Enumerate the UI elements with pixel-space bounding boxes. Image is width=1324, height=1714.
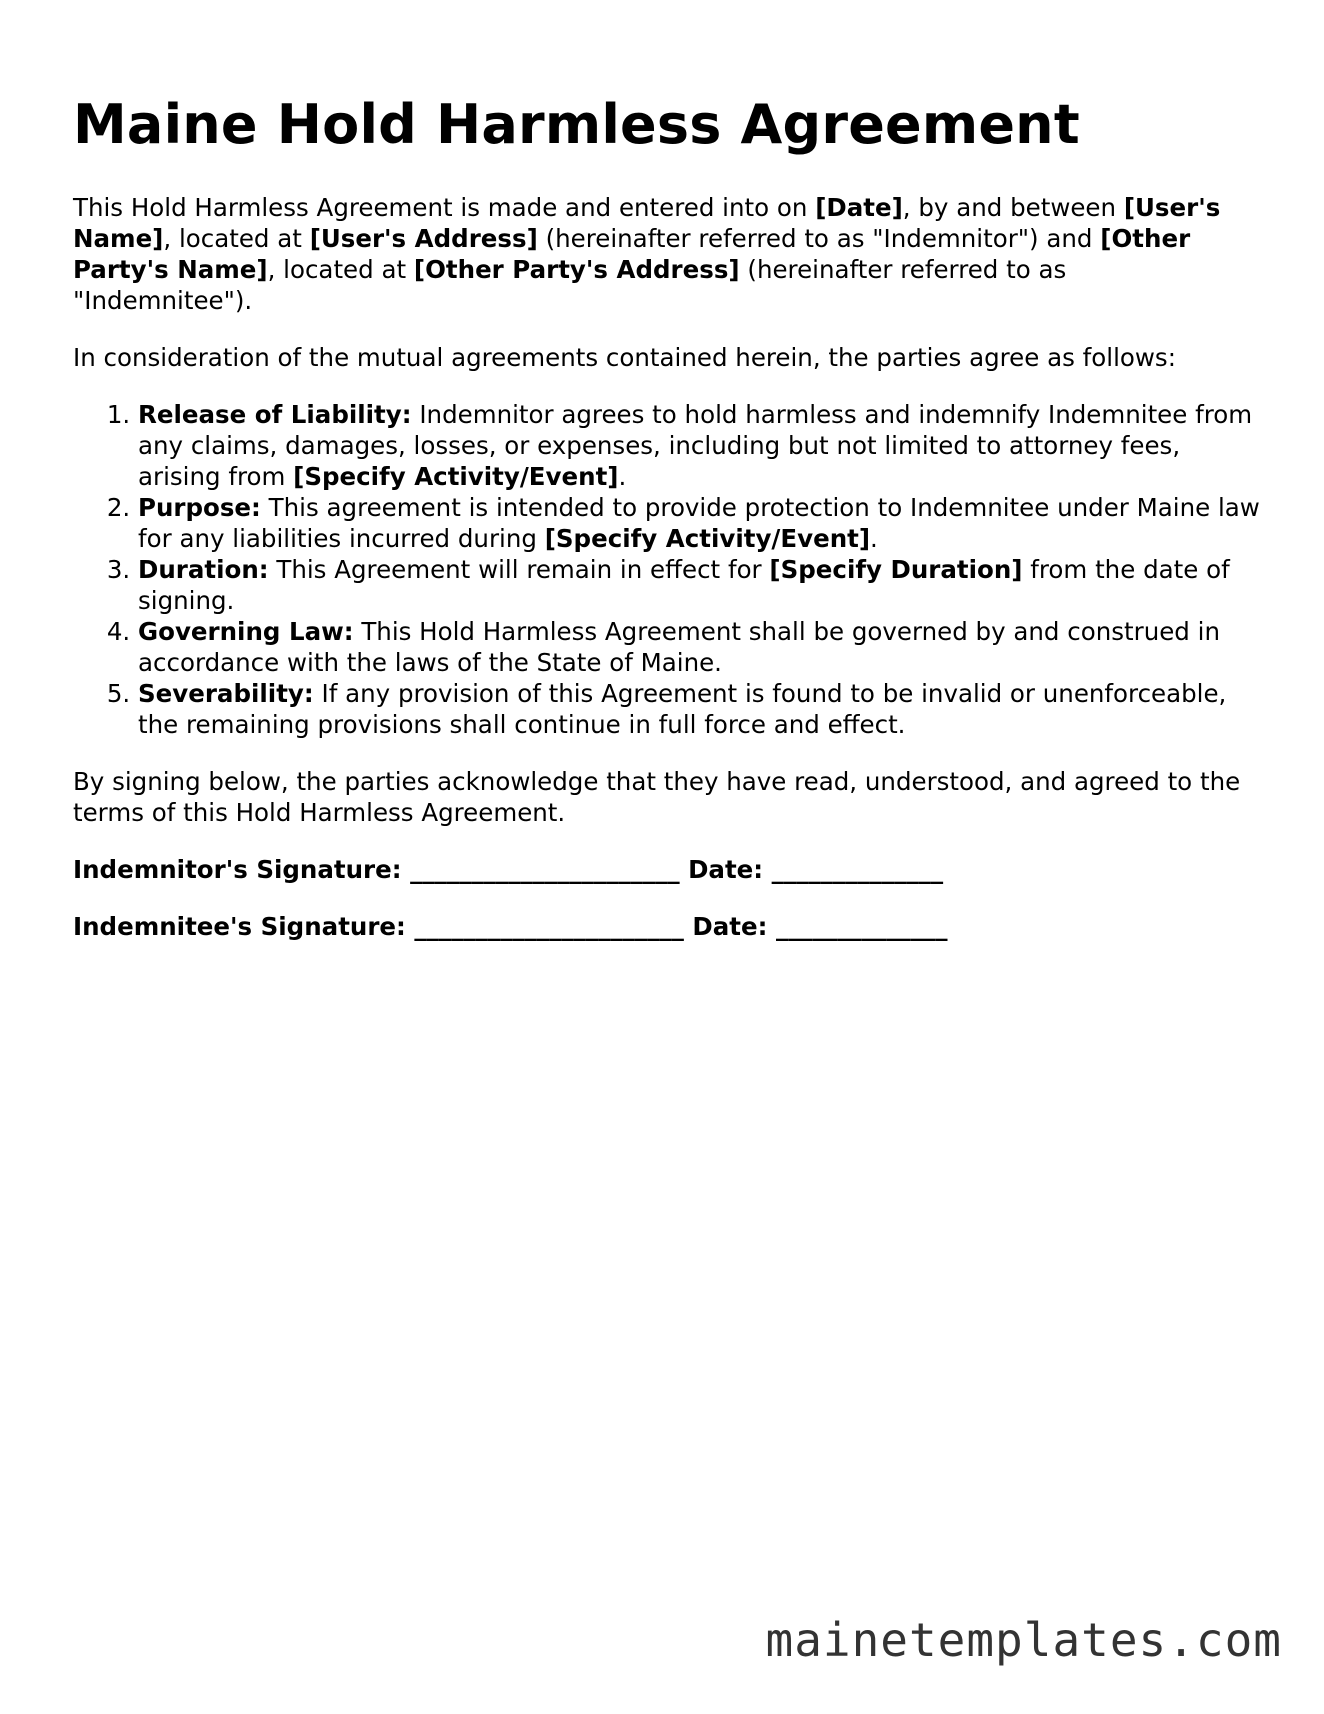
clause-placeholder: [Specify Duration] [769,555,1023,584]
clause-text: This Hold Harmless Agreement shall be governed by and construed in accordance with the laws of the State of Maine. [138,617,1220,677]
clause-severability [138,678,1263,740]
document-page [73,88,1273,942]
signature-blank: ______________________ [414,912,684,941]
watermark-text: mainetemplates.com [765,1613,1282,1667]
clause-heading: Purpose: [138,493,261,522]
signature-label: Indemnitor's Signature: [73,855,411,884]
intro-text-4: (hereinafter referred to as "Indemnitor") and [537,224,1101,253]
date-label: Date: [683,912,776,941]
date-blank: ______________ [775,912,948,941]
clause-list [73,399,1263,740]
clause-governing-law [138,616,1263,678]
clause-purpose [138,492,1263,554]
clause-release-of-liability [138,399,1263,492]
closing-paragraph: By signing below, the parties acknowledge that they have read, understood, and agreed to the terms of this Hold Harmless Agreement. [73,767,1241,827]
date-placeholder: [Date] [815,193,903,222]
date-blank: ______________ [771,855,944,884]
clause-tail: . [618,462,627,491]
intro-text-1: This Hold Harmless Agreement is made and entered into on [73,193,816,222]
clause-heading: Severability: [138,679,314,708]
clause-heading: Duration: [138,555,269,584]
date-label: Date: [679,855,772,884]
clause-heading: Governing Law: [138,617,354,646]
clause-tail: from the date of signing. [138,555,1230,615]
other-party-address-placeholder: [Other Party's Address] [413,255,740,284]
indemnitee-signature-line [73,911,1273,942]
intro-text-6: (hereinafter referred to as "Indemnitee"). [73,255,1067,315]
clause-text: This agreement is intended to provide protection to Indemnitee under Maine law for any liabilities incurred during [138,493,1260,553]
signature-blank: ______________________ [410,855,680,884]
clause-text: This Agreement will remain in effect for [268,555,770,584]
user-name-placeholder: [User's Name] [73,193,1221,253]
intro-text-5: , located at [267,255,414,284]
intro-paragraph [73,192,1253,316]
clause-text: If any provision of this Agreement is found to be invalid or unenforceable, the remaining provisions shall continue in full force and effect. [138,679,1227,739]
signature-label: Indemnitee's Signature: [73,912,415,941]
clause-duration [138,554,1263,616]
clause-tail: . [870,524,878,553]
clause-text: Indemnitor agrees to hold harmless and indemnify Indemnitee from any claims, damages, losses, or expenses, including but not limited to attorney fees, arising from [138,400,1253,491]
document-title: Maine Hold Harmless Agreement [73,93,1080,156]
clause-placeholder: [Specify Activity/Event] [544,524,871,553]
intro-text-2: , by and between [902,193,1124,222]
clause-placeholder: [Specify Activity/Event] [293,462,619,491]
intro-text-3: , located at [163,224,310,253]
user-address-placeholder: [User's Address] [309,224,538,253]
consideration-paragraph: In consideration of the mutual agreements contained herein, the parties agree as follows: [73,343,1176,372]
indemnitor-signature-line [73,854,1273,885]
clause-heading: Release of Liability: [138,400,412,429]
other-party-name-placeholder: [Other Party's Name] [73,224,1191,284]
